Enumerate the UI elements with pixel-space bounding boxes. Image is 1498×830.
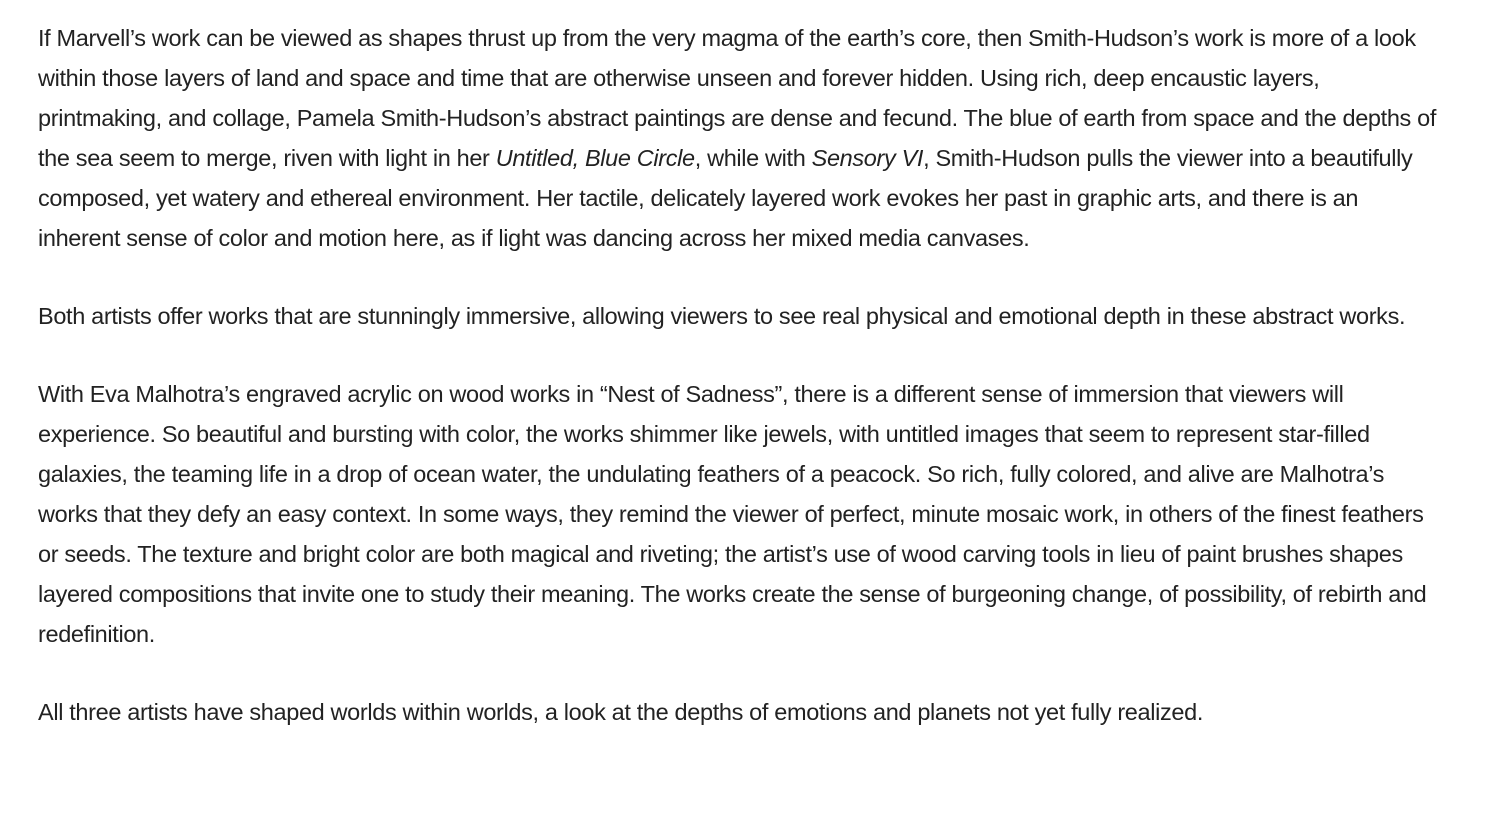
paragraph-conclusion: All three artists have shaped worlds within worlds, a look at the depths of emotions and planets not yet fully realized. bbox=[38, 699, 1203, 725]
paragraph-smith-hudson bbox=[38, 18, 1438, 258]
artwork-title-untitled-blue-circle: Untitled, Blue Circle bbox=[495, 145, 695, 171]
paragraph-text: , Smith-Hudson pulls the viewer into a beautifully composed, yet watery and ethereal environment. Her tactile, delicately layered work evokes her past in graphic arts, and there is an inherent sense of color and motion here, as if light was dancing across her mixed media canvases. bbox=[38, 145, 1413, 251]
paragraph-text: , while with bbox=[694, 145, 812, 171]
article-body bbox=[38, 18, 1438, 732]
artwork-title-sensory-vi: Sensory VI bbox=[811, 145, 924, 171]
paragraph-malhotra: With Eva Malhotra’s engraved acrylic on wood works in “Nest of Sadness”, there is a different sense of immersion that viewers will experience. So beautiful and bursting with color, the works shimmer like jewels, with untitled images that seem to represent star-filled galaxies, the teaming life in a drop of ocean water, the undulating feathers of a peacock. So rich, fully colored, and alive are Malhotra’s works that they defy an easy context. In some ways, they remind the viewer of perfect, minute mosaic work, in others of the finest feathers or seeds. The texture and bright color are both magical and riveting; the artist’s use of wood carving tools in lieu of paint brushes shapes layered compositions that invite one to study their meaning. The works create the sense of burgeoning change, of possibility, of rebirth and redefinition. bbox=[38, 381, 1427, 647]
paragraph-text: If Marvell’s work can be viewed as shapes thrust up from the very magma of the earth’s core, then Smith-Hudson’s work is more of a look within those layers of land and space and time that are otherwise unseen and forever hidden. Using rich, deep encaustic layers, printmaking, and collage, Pamela Smith-Hudson’s abstract paintings are dense and fecund. The blue of earth from space and the depths of the sea seem to merge, riven with light in her bbox=[38, 25, 1437, 171]
paragraph-both-artists: Both artists offer works that are stunningly immersive, allowing viewers to see real physical and emotional depth in these abstract works. bbox=[38, 303, 1406, 329]
